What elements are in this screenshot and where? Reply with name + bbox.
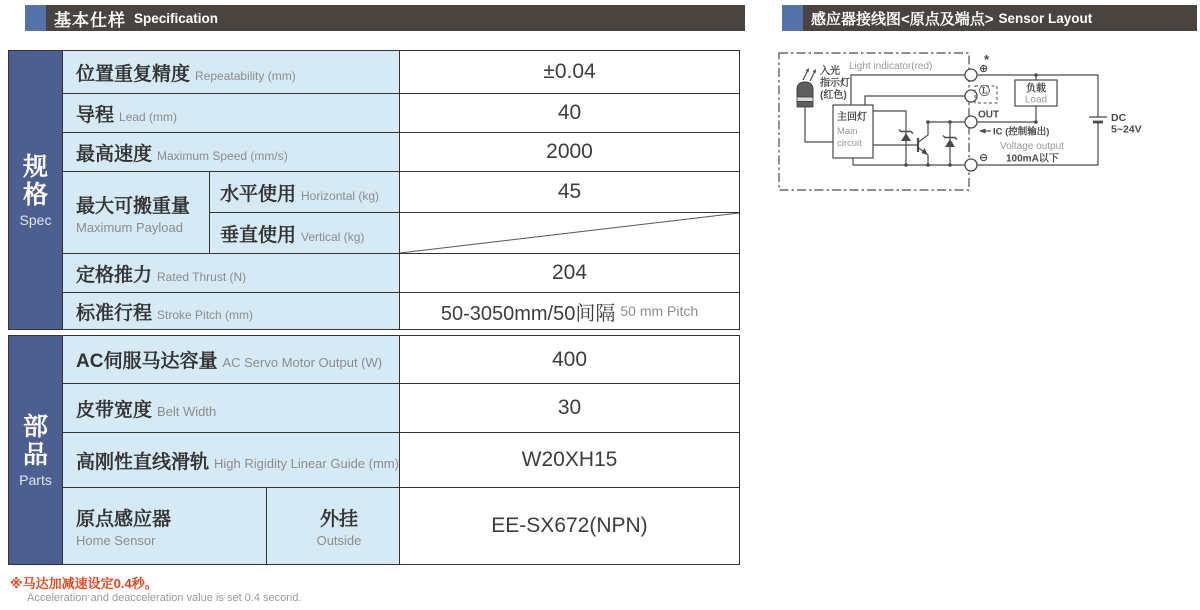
- light-indicator-label: Light indicator(red): [849, 61, 933, 72]
- label-en: Lead (mm): [119, 109, 178, 124]
- ic-label: IC (控制输出): [993, 126, 1050, 138]
- label-en: Horizontal (kg): [301, 188, 380, 203]
- sensor-header-title-en: Sensor Layout: [998, 10, 1093, 26]
- main-circuit-label-en-2: circuit: [837, 138, 862, 149]
- row-label: [63, 254, 399, 292]
- label-en: Home Sensor: [76, 533, 156, 548]
- row-label: [63, 488, 266, 564]
- row-label: [63, 384, 399, 432]
- sub-row-label: [209, 213, 399, 253]
- row-label: [63, 433, 399, 487]
- spec-sidebar-label-en: Spec: [19, 211, 52, 228]
- sensor-wiring-diagram: [778, 45, 1150, 197]
- value-main: 50-3050mm/50间隔: [440, 302, 616, 325]
- led-label-zh-2: 指示灯: [820, 78, 850, 89]
- label-en: Maximum Speed (mm/s): [157, 148, 288, 163]
- label-zh: 最高速度: [76, 143, 153, 165]
- label-en: Vertical (kg): [301, 229, 365, 244]
- row-value: 2000: [399, 133, 739, 171]
- main-circuit-label-zh: 主回灯: [837, 112, 867, 123]
- main-circuit-label-en-1: Main: [837, 126, 858, 137]
- row-label: [63, 336, 399, 383]
- label-zh: 位置重复精度: [76, 63, 191, 85]
- table-row-max-payload: [63, 171, 739, 253]
- led-indicator-symbol: [797, 68, 816, 107]
- voltage-output-label: Voltage output: [1000, 141, 1064, 152]
- label-en: Belt Width: [157, 403, 217, 419]
- row-value: 204: [399, 254, 739, 292]
- row-label: [63, 51, 399, 93]
- diagonal-na-line: [400, 213, 739, 253]
- footnote-zh: ※马达加减速设定0.4秒。: [10, 576, 158, 591]
- light-arrows-icon: [803, 68, 816, 81]
- star-mark: *: [984, 52, 990, 67]
- parts-section: [8, 335, 740, 565]
- payload-sub-rows: [209, 172, 739, 253]
- terminal-circles: [965, 69, 977, 171]
- left-arrow-icon: [979, 129, 986, 134]
- row-value: [399, 293, 739, 329]
- table-row-linear-guide: [63, 432, 739, 487]
- table-row-belt-width: [63, 383, 739, 432]
- spec-section-header: [25, 5, 745, 31]
- led-label-zh-3: (红色): [820, 90, 847, 101]
- label-en: Maximum Payload: [76, 219, 183, 235]
- row-label: [63, 293, 399, 329]
- label-en: AC Servo Motor Output (W): [222, 355, 383, 370]
- row-value: 40: [399, 94, 739, 132]
- row-label: [63, 94, 399, 132]
- current-limit-label: 100mA以下: [1006, 153, 1059, 165]
- header-accent-square: [782, 5, 803, 31]
- label-zh: 导程: [76, 104, 115, 126]
- row-value: 30: [399, 384, 739, 432]
- zener-diode-icon: [899, 130, 913, 142]
- label-en: Repeatability (mm): [195, 68, 296, 83]
- table-row-max-speed: [63, 132, 739, 171]
- label-zh: 水平使用: [220, 183, 297, 205]
- sub-row-label: [209, 172, 399, 212]
- header-accent-square: [25, 5, 46, 31]
- table-row-repeatability: [63, 51, 739, 93]
- main-circuit-box: [833, 105, 873, 158]
- sub-row-vertical: [209, 212, 739, 253]
- spec-sidebar: [9, 51, 63, 329]
- sensor-header-title-zh: 感应器接线图<原点及端点>: [811, 10, 994, 28]
- led-label-zh-1: 入光: [820, 66, 840, 77]
- label-zh: AC伺服马达容量: [76, 351, 218, 372]
- table-row-servo-output: [63, 336, 739, 383]
- parts-sidebar: [9, 336, 63, 564]
- npn-transistor-icon: [918, 138, 928, 155]
- label-en: Outside: [316, 533, 362, 548]
- dc-label-2: 5~24V: [1111, 123, 1142, 136]
- label-zh: 外挂: [319, 509, 358, 530]
- row-value: W20XH15: [399, 433, 739, 487]
- label-en: High Rigidity Linear Guide (mm): [214, 455, 399, 471]
- spec-rows: [63, 51, 739, 329]
- l-terminal-label: Ⓛ: [979, 85, 990, 98]
- load-label-zh: 负载: [1026, 83, 1046, 95]
- minus-terminal-label: ⊖: [979, 152, 989, 164]
- zener-diode-icon: [943, 136, 957, 148]
- spec-sidebar-label-zh: 规格: [22, 152, 48, 209]
- table-row-lead: [63, 93, 739, 132]
- label-en: Rated Thrust (N): [157, 269, 247, 284]
- row-value: EE-SX672(NPN): [399, 488, 739, 564]
- spec-section: [8, 50, 740, 330]
- label-zh: 垂直使用: [220, 224, 297, 246]
- row-value: 45: [399, 172, 739, 212]
- specification-table: [8, 50, 740, 565]
- label-zh: 最大可搬重量: [76, 195, 191, 217]
- sub-row-horizontal: [209, 172, 739, 212]
- out-terminal-label: OUT: [978, 109, 1000, 121]
- label-zh: 原点感应器: [76, 509, 172, 530]
- label-zh: 标准行程: [76, 302, 153, 324]
- load-label-en: Load: [1024, 94, 1048, 106]
- footnote-en: Acceleration and deacceleration value is set 0.4 second.: [27, 592, 302, 604]
- parts-sidebar-label-zh: 部品: [22, 412, 48, 469]
- label-en: Stroke Pitch (mm): [157, 307, 254, 322]
- table-row-home-sensor: [63, 487, 739, 564]
- sub-row-label: [266, 488, 399, 564]
- table-row-rated-thrust: [63, 253, 739, 292]
- table-row-stroke-pitch: [63, 292, 739, 329]
- spec-header-title-en: Specification: [134, 10, 219, 26]
- label-zh: 定格推力: [76, 264, 153, 286]
- parts-rows: [63, 336, 739, 564]
- plus-terminal-label: ⊕: [979, 63, 989, 75]
- dc-label-1: DC: [1111, 112, 1127, 124]
- row-label: [63, 133, 399, 171]
- load-box: [1015, 80, 1057, 106]
- row-label: [63, 172, 209, 253]
- sensor-layout-header: [782, 5, 1197, 31]
- row-value: ±0.04: [399, 51, 739, 93]
- label-zh: 皮带宽度: [76, 399, 153, 421]
- spec-header-title-zh: 基本仕样: [54, 10, 126, 30]
- dc-battery-symbol: [1089, 117, 1107, 122]
- parts-sidebar-label-en: Parts: [19, 471, 52, 488]
- label-zh: 高刚性直线滑轨: [76, 451, 210, 473]
- ic-output-annotation: [979, 126, 1049, 138]
- row-value: 400: [399, 336, 739, 383]
- row-value-not-applicable: [399, 213, 739, 253]
- value-sub: 50 mm Pitch: [620, 303, 699, 319]
